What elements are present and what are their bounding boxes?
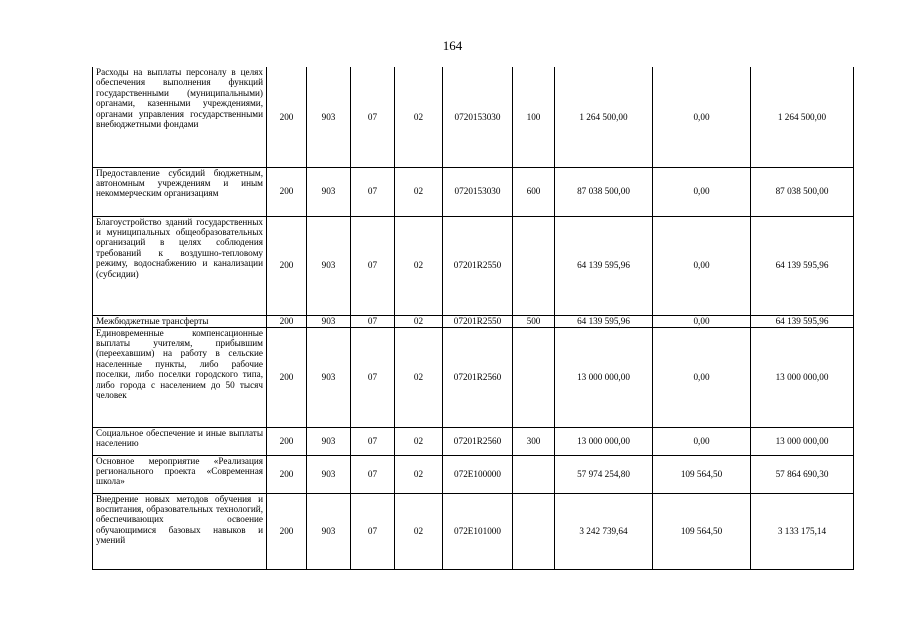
cell-change: 0,00: [653, 327, 751, 427]
cell-vr: [513, 216, 555, 315]
cell-col2: 903: [307, 315, 351, 327]
cell-col3: 07: [351, 67, 395, 167]
cell-col2: 903: [307, 455, 351, 493]
row-name: Благоустройство зданий государственных и муниципальных общеобразовательных организаций в целях соблюдения требований к воздушно-тепловому режиму, водоснабжению и канализации (субсидии): [93, 216, 267, 315]
cell-total: 3 133 175,14: [751, 493, 854, 569]
cell-vr: 500: [513, 315, 555, 327]
cell-col4: 02: [395, 455, 443, 493]
cell-col3: 07: [351, 493, 395, 569]
cell-amount: 13 000 000,00: [555, 427, 653, 455]
cell-col3: 07: [351, 315, 395, 327]
cell-code: 07201R2550: [443, 216, 513, 315]
cell-total: 87 038 500,00: [751, 167, 854, 216]
cell-code: 07201R2550: [443, 315, 513, 327]
row-name: Межбюджетные трансферты: [93, 315, 267, 327]
cell-col1: 200: [267, 327, 307, 427]
cell-code: 072E101000: [443, 493, 513, 569]
cell-amount: 3 242 739,64: [555, 493, 653, 569]
table-row: [93, 315, 854, 327]
cell-total: 64 139 595,96: [751, 216, 854, 315]
cell-col1: 200: [267, 315, 307, 327]
cell-vr: 300: [513, 427, 555, 455]
cell-col3: 07: [351, 455, 395, 493]
cell-vr: 100: [513, 67, 555, 167]
cell-change: 0,00: [653, 167, 751, 216]
cell-vr: [513, 455, 555, 493]
cell-col4: 02: [395, 327, 443, 427]
cell-col2: 903: [307, 67, 351, 167]
page-number: 164: [442, 38, 463, 53]
cell-col3: 07: [351, 216, 395, 315]
cell-col4: 02: [395, 67, 443, 167]
cell-col2: 903: [307, 427, 351, 455]
cell-amount: 87 038 500,00: [555, 167, 653, 216]
cell-amount: 13 000 000,00: [555, 327, 653, 427]
cell-col4: 02: [395, 315, 443, 327]
cell-col1: 200: [267, 455, 307, 493]
cell-code: 0720153030: [443, 67, 513, 167]
table-row: [93, 427, 854, 455]
table-row: [93, 67, 854, 167]
cell-amount: 57 974 254,80: [555, 455, 653, 493]
cell-amount: 64 139 595,96: [555, 315, 653, 327]
row-name: Единовременные компенсационные выплаты учителям, прибывшим (переехавшим) на работу в сельские населенные пункты, либо рабочие поселки, либо поселки городского типа, либо города с населением до 50 тысяч человек: [93, 327, 267, 427]
cell-code: 07201R2560: [443, 327, 513, 427]
cell-col2: 903: [307, 216, 351, 315]
cell-col1: 200: [267, 167, 307, 216]
cell-col4: 02: [395, 427, 443, 455]
cell-col4: 02: [395, 216, 443, 315]
row-name: Предоставление субсидий бюджетным, автономным учреждениям и иным некоммерческим организациям: [93, 167, 267, 216]
row-name: Социальное обеспечение и иные выплаты населению: [93, 427, 267, 455]
cell-col2: 903: [307, 493, 351, 569]
cell-total: 57 864 690,30: [751, 455, 854, 493]
row-name: Основное мероприятие «Реализация регионального проекта «Современная школа»: [93, 455, 267, 493]
cell-change: 0,00: [653, 427, 751, 455]
cell-code: 072E100000: [443, 455, 513, 493]
table-row: [93, 216, 854, 315]
cell-code: 07201R2560: [443, 427, 513, 455]
row-name: Расходы на выплаты персоналу в целях обеспечения выполнения функций государственными (муниципальными) органами, казенными учреждениями, органами управления государственными внебюджетными фондами: [93, 67, 267, 167]
cell-change: 109 564,50: [653, 493, 751, 569]
cell-change: 0,00: [653, 67, 751, 167]
cell-change: 0,00: [653, 216, 751, 315]
cell-vr: [513, 493, 555, 569]
cell-col1: 200: [267, 216, 307, 315]
table-row: [93, 167, 854, 216]
cell-total: 13 000 000,00: [751, 327, 854, 427]
table-row: [93, 455, 854, 493]
row-name: Внедрение новых методов обучения и воспитания, образовательных технологий, обеспечивающих освоение обучающимися базовых навыков и умений: [93, 493, 267, 569]
cell-col1: 200: [267, 67, 307, 167]
table-row: [93, 493, 854, 569]
cell-col3: 07: [351, 167, 395, 216]
cell-col1: 200: [267, 493, 307, 569]
cell-amount: 1 264 500,00: [555, 67, 653, 167]
cell-total: 64 139 595,96: [751, 315, 854, 327]
cell-col4: 02: [395, 493, 443, 569]
cell-change: 109 564,50: [653, 455, 751, 493]
cell-code: 0720153030: [443, 167, 513, 216]
cell-col2: 903: [307, 327, 351, 427]
table-row: [93, 327, 854, 427]
cell-col4: 02: [395, 167, 443, 216]
budget-table: [92, 67, 854, 570]
cell-total: 13 000 000,00: [751, 427, 854, 455]
cell-change: 0,00: [653, 315, 751, 327]
cell-total: 1 264 500,00: [751, 67, 854, 167]
cell-vr: [513, 327, 555, 427]
cell-amount: 64 139 595,96: [555, 216, 653, 315]
cell-col2: 903: [307, 167, 351, 216]
cell-col3: 07: [351, 427, 395, 455]
cell-col1: 200: [267, 427, 307, 455]
cell-col3: 07: [351, 327, 395, 427]
cell-vr: 600: [513, 167, 555, 216]
